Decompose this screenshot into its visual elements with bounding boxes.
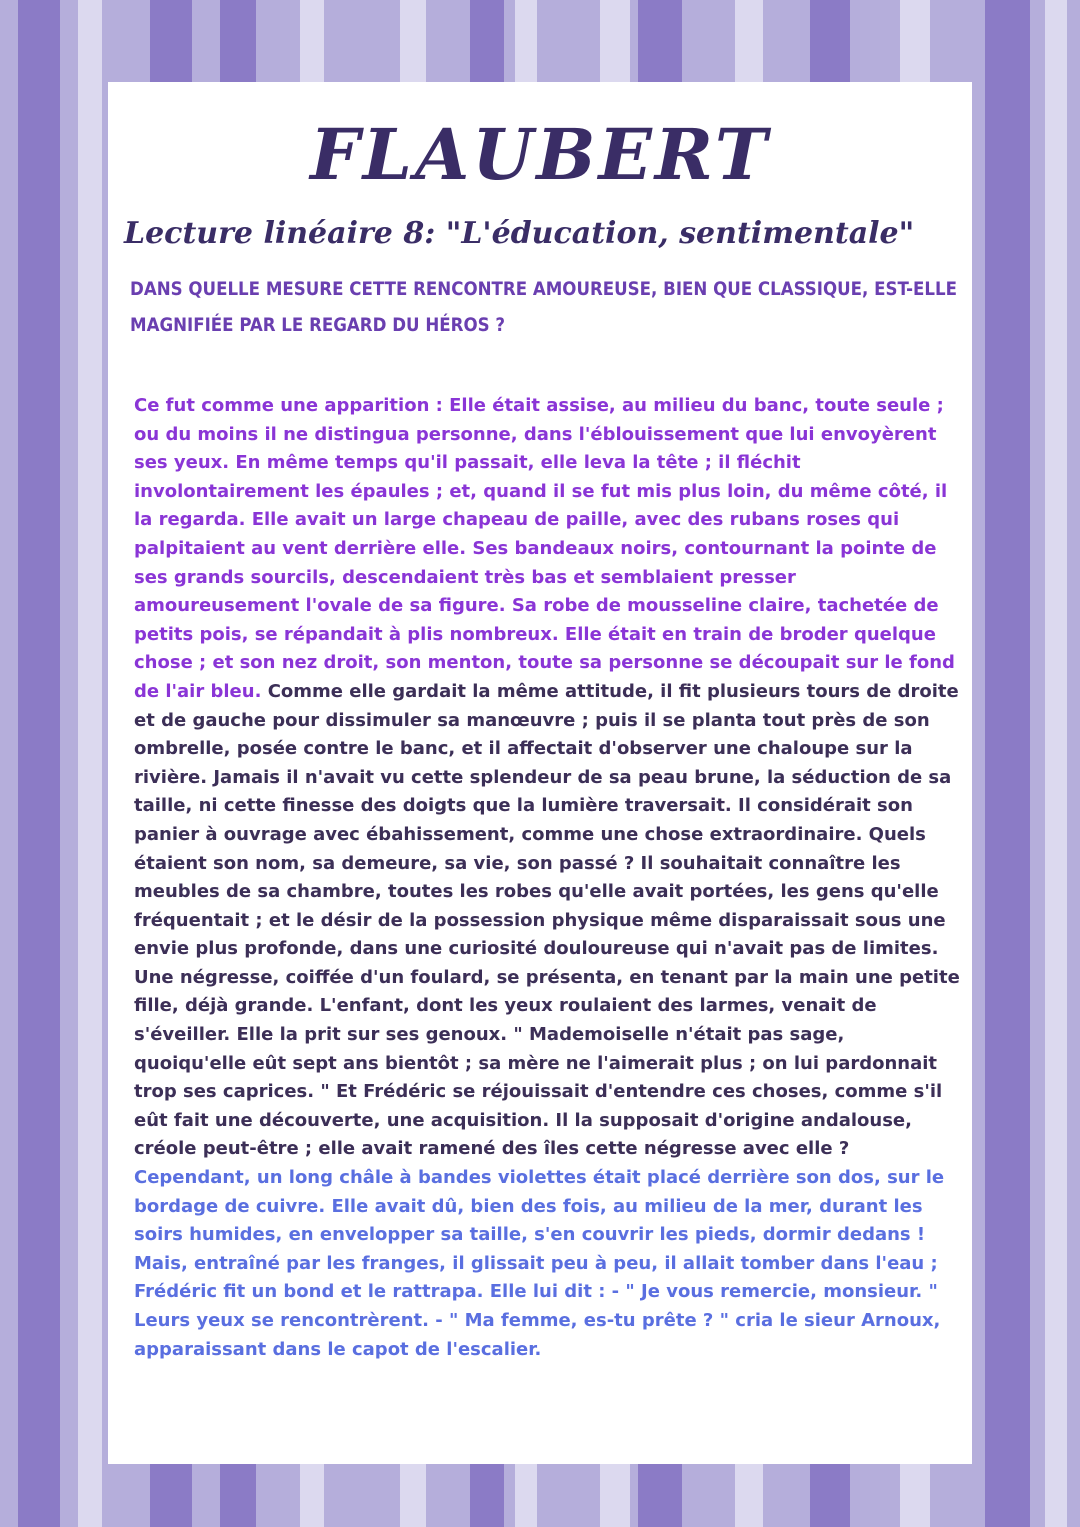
excerpt-part-2: Comme elle gardait la même attitude, il fit plusieurs tours de droite et de gauche pour dissimuler sa manœuvre ; puis il se planta tout près de son ombrelle, posée contre le banc, et il affectait d'observer une chaloupe sur la rivière. Jamais il n'avait vu cette splendeur de sa peau brune, la séduction de sa taille, ni cette finesse des doigts que la lumière traversait. Il considérait son panier à ouvrage avec ébahissement, comme une chose extraordinaire. Quels étaient son nom, sa demeure, sa vie, son passé ? Il souhaitait connaître les meubles de sa chambre, toutes les robes qu'elle avait portées, les gens qu'elle fréquentait ; et le désir de la possession physique même disparaissait sous une envie plus profonde, dans une curiosité douloureuse qui n'avait pas de limites. Une négresse, coiffée d'un foulard, se présenta, en tenant par la main une petite fille, déjà grande. L'enfant, dont les yeux roulaient des larmes, venait de s'éveiller. Elle la prit sur ses genoux. " Mademoiselle n'était pas sage, quoiqu'elle eût sept ans bientôt ; sa mère ne l'aimerait plus ; on lui pardonnait trop ses caprices. " Et Frédéric se réjouissait d'entendre ces choses, comme s'il eût fait une découverte, une acquisition. Il la supposait d'origine andalouse, créole peut-être ; elle avait ramené des îles cette négresse avec elle ? bbox=[134, 680, 960, 1160]
stripe bbox=[1045, 0, 1067, 1527]
problematique-question: DANS QUELLE MESURE CETTE RENCONTRE AMOUREUSE, BIEN QUE CLASSIQUE, EST-ELLE MAGNIFIÉE PAR LE REGARD DU HÉROS ? bbox=[130, 279, 957, 336]
excerpt-part-3: Cependant, un long châle à bandes violettes était placé derrière son dos, sur le bordage de cuivre. Elle avait dû, bien des fois, au milieu de la mer, durant les soirs humides, en envelopper sa taille, s'en couvrir les pieds, dormir dedans ! Mais, entraîné par les franges, il glissait peu à peu, il allait tomber dans l'eau ; Frédéric fit un bond et le rattrapa. Elle lui dit : - " Je vous remercie, monsieur. " Leurs yeux se rencontrèrent. - " Ma femme, es-tu prête ? " cria le sieur Arnoux, apparaissant dans le capot de l'escalier. bbox=[134, 1167, 945, 1360]
excerpt-part-1: Ce fut comme une apparition : Elle était assise, au milieu du banc, toute seule ; ou du moins il ne distingua personne, dans l'éblouissement que lui envoyèrent ses yeux. En même temps qu'il passait, elle leva la tête ; il fléchit involontairement les épaules ; et, quand il se fut mis plus loin, du même côté, il la regarda. Elle avait un large chapeau de paille, avec des rubans roses qui palpitaient au vent derrière elle. Ses bandeaux noirs, contournant la pointe de ses grands sourcils, descendaient très bas et semblaient presser amoureusement l'ovale de sa figure. Sa robe de mousseline claire, tachetée de petits pois, se répandait à plis nombreux. Elle était en train de broder quelque chose ; et son nez droit, son menton, toute sa personne se découpait sur le fond de l'air bleu. bbox=[134, 395, 955, 702]
lecture-subtitle: Lecture linéaire 8: "L'éducation, sentimentale" bbox=[124, 216, 915, 251]
stripe bbox=[78, 0, 102, 1527]
page-title: FLAUBERT bbox=[310, 113, 770, 196]
stripe bbox=[18, 0, 60, 1527]
stripe bbox=[985, 0, 1030, 1527]
excerpt-text bbox=[134, 392, 960, 1364]
